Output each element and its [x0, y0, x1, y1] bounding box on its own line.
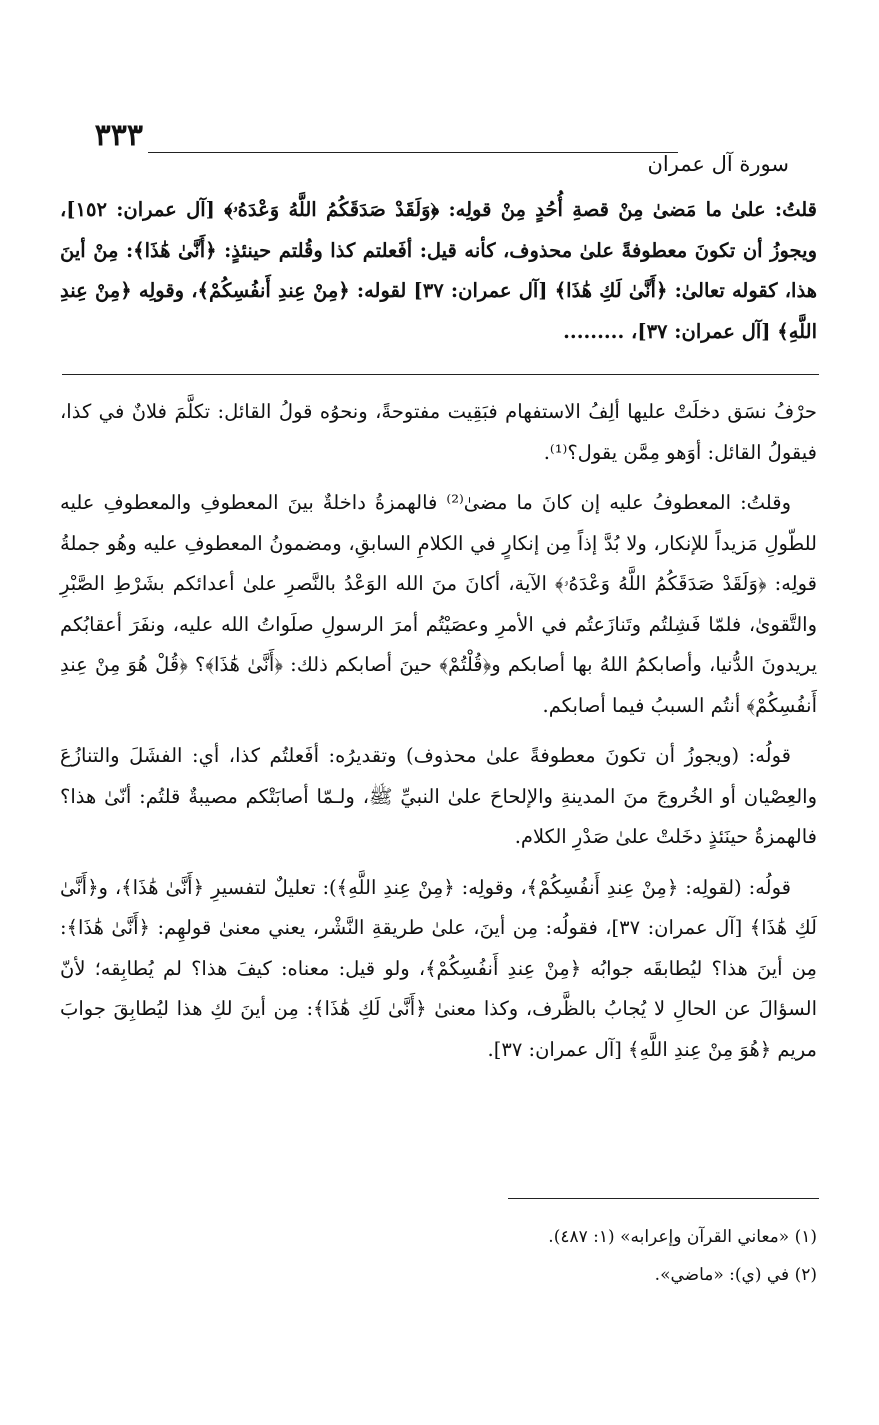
- commentary-paragraph: وقلتُ: المعطوفُ عليه إن كانَ ما مضىٰ⁽²⁾ فالهمزةُ داخلةٌ بينَ المعطوفِ والمعطوفِ عليه للطّولِ مَزيداً للإنكار، ولا بُدَّ إذاً مِن إنكارٍ في الكلامِ السابقِ، ومضمونُ المعطوفِ عليه وهُو جملةُ قولِه: ﴿وَلَقَدْ صَدَقَكُمُ اللَّهُ وَعْدَهُۥ﴾ الآية، أكانَ منَ الله الوَعْدُ بالنَّصرِ علىٰ أعدائكم بشَرْطِ الصَّبْرِ والتَّقوىٰ، فلمّا فَشِلتُم وتَنازَعتُم في الأمرِ وعصَيْتُم أمرَ الرسولِ صلَواتُ الله عليه، ونفَرَ أعقابُكم يريدونَ الدُّنيا، وأصابكمُ اللهُ بها أصابكم و﴿قُلْتُمْ﴾ حينَ أصابكم ذلك: ﴿أَنَّىٰ هَٰذَا﴾؟ ﴿قُلْ هُوَ مِنْ عِندِ أَنفُسِكُمْ﴾ أنتُم السببُ فيما أصابكم.: [60, 491, 817, 717]
- header-rule: [148, 152, 678, 153]
- commentary-paragraph: قولُه: (ويجوزُ أن تكونَ معطوفةً علىٰ محذوف) وتقديرُه: أفَعلتُم كذا، أي: الفشَلَ والتنازُعَ والعِصْيان أو الخُروجَ منَ المدينةِ والإلحاحَ علىٰ النبيِّ ﷺ، ولـمّا أصابَتْكم مصيبةٌ قلتُم: أنّىٰ هذا؟ فالهمزةُ حينَئذٍ دخَلتْ علىٰ صَدْرِ الكلام.: [60, 744, 817, 848]
- footnote-item: (٢) في (ي): «ماضي».: [654, 1265, 817, 1285]
- page-number: ٣٣٣: [94, 118, 143, 153]
- footnote-item: (١) «معاني القرآن وإعرابه» (١: ٤٨٧).: [548, 1227, 817, 1247]
- main-paragraph: قلتُ: علىٰ ما مَضىٰ مِنْ قصةِ أُحُدٍ مِنْ قولِه: ﴿وَلَقَدْ صَدَقَكُمُ اللَّهُ وَعْدَهُۥ﴾ [آل عمران: ١٥٢]، ويجوزُ أن تكونَ معطوفةً علىٰ محذوف، كأنه قيل: أفَعلتم كذا وقُلتم حينئذٍ: ﴿أَنَّىٰ هَٰذَا﴾: مِنْ أينَ هذا، كقوله تعالىٰ: ﴿أَنَّىٰ لَكِ هَٰذَا﴾ [آل عمران: ٣٧] لقوله: ﴿مِنْ عِندِ أَنفُسِكُمْ﴾، وقولِه ﴿مِنْ عِندِ اللَّهِ﴾ [آل عمران: ٣٧]، .........: [60, 198, 817, 343]
- commentary-block: [60, 392, 817, 1070]
- commentary-paragraph: حرْفُ نسَق دخلَتْ عليها ألِفُ الاستفهام فبَقِيت مفتوحةً، ونحوُه قولُ القائل: تكلَّمَ فلانٌ في كذا، فيقولُ القائل: أوَهو مِمَّن يقول؟⁽¹⁾.: [60, 400, 817, 464]
- main-text-block: [60, 190, 817, 352]
- running-title: سورة آل عمران: [647, 152, 789, 176]
- section-separator: [62, 374, 819, 375]
- footnotes: [60, 1218, 817, 1294]
- footnote-rule: [508, 1198, 819, 1199]
- commentary-paragraph: قولُه: (لقولِه: ﴿مِنْ عِندِ أَنفُسِكُمْ﴾، وقولِه: ﴿مِنْ عِندِ اللَّهِ﴾): تعليلٌ لتفسيرِ ﴿أَنَّىٰ هَٰذَا﴾، و﴿أَنَّىٰ لَكِ هَٰذَا﴾ [آل عمران: ٣٧]، فقولُه: مِن أينَ، علىٰ طريقةِ النَّشْر، يعني معنىٰ قولهِم: ﴿أَنَّىٰ هَٰذَا﴾: مِن أينَ هذا؟ ليُطابقَه جوابُه ﴿مِنْ عِندِ أَنفُسِكُمْ﴾، ولو قيل: معناه: كيفَ هذا؟ لم يُطابِقه؛ لأنّ السؤالَ عن الحالِ لا يُجابُ بالظَّرف، وكذا معنىٰ ﴿أَنَّىٰ لَكِ هَٰذَا﴾: مِن أينَ لكِ هذا ليُطابِقَ جوابَ مريم ﴿هُوَ مِنْ عِندِ اللَّهِ﴾ [آل عمران: ٣٧].: [60, 875, 818, 1061]
